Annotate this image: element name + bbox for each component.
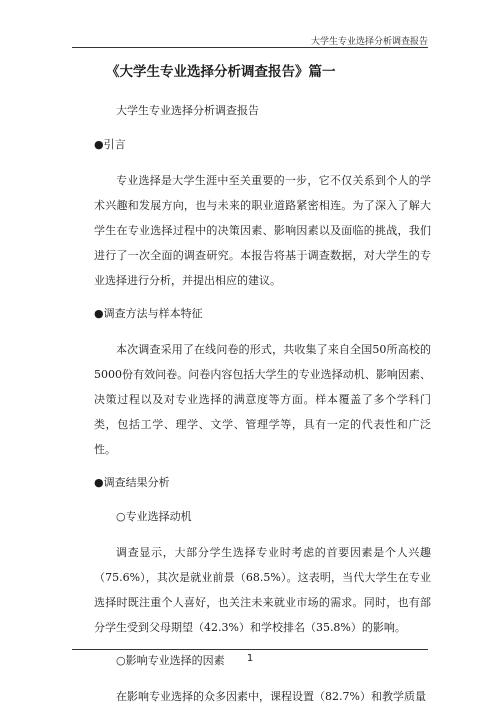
section-heading-intro: ●引言 — [94, 138, 126, 151]
subsection-heading-motivation: ○专业选择动机 — [116, 510, 192, 523]
paragraph-factors: 在影响专业选择的众多因素中，课程设置（82.7%）和教学质量 — [116, 690, 426, 703]
document-subtitle: 大学生专业选择分析调查报告 — [116, 104, 259, 117]
section-heading-results: ●调查结果分析 — [94, 476, 170, 489]
document-body — [94, 62, 431, 719]
paragraph-methods: 本次调查采用了在线问卷的形式，共收集了来自全国50所高校的5000份有效问卷。问卷内容包括大学生的专业选择动机、影响因素、决策过程以及对专业选择的满意度等方面。样本覆盖了多个学科门类，包括工学、理学、文学、管理学等，具有一定的代表性和广泛性。 — [94, 343, 431, 456]
subsection-heading-factors: ○影响专业选择的因素 — [116, 654, 225, 667]
header-divider — [72, 47, 428, 48]
paragraph-motivation: 调查显示，大部分学生选择专业时考虑的首要因素是个人兴趣（75.6%），其次是就业前景（68.5%）。这表明，当代大学生在专业选择时既注重个人喜好，也关注未来就业市场的需求。同时，也有部分学生受到父母期望（42.3%）和学校排名（35.8%）的影响。 — [94, 546, 431, 634]
paragraph-intro: 专业选择是大学生涯中至关重要的一步，它不仅关系到个人的学术兴趣和发展方向，也与未来的职业道路紧密相连。为了深入了解大学生在专业选择过程中的决策因素、影响因素以及面临的挑战，我们进行了一次全面的调查研究。本报告将基于调查数据，对大学生的专业选择进行分析，并提出相应的建议。 — [94, 174, 431, 287]
running-header: 大学生专业选择分析调查报告 — [310, 37, 428, 47]
page-number: 1 — [246, 653, 254, 664]
footer-divider — [72, 649, 428, 650]
document-title: 《大学生专业选择分析调查报告》篇一 — [106, 64, 336, 80]
section-heading-methods: ●调查方法与样本特征 — [94, 307, 203, 320]
